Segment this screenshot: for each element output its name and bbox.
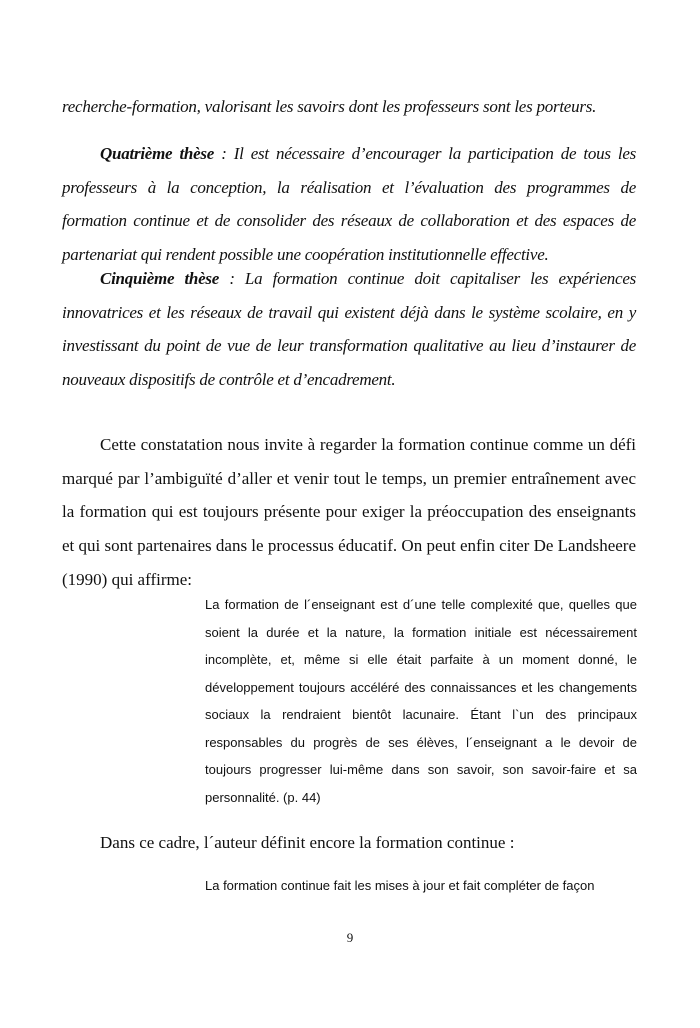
page-number: 9 bbox=[346, 930, 354, 945]
paragraph-constatation: Cette constatation nous invite à regarder la formation continue comme un défi marqué par l’ambiguïté d’aller et venir tout le temps, un premier entraînement avec la formation qui est toujours présente pour exiger la préoccupation des enseignants et qui sont partenaires dans le processus éducatif. On peut enfin citer De Landsheere (1990) qui affirme: bbox=[62, 435, 637, 589]
fourth-thesis-label: Quatrième thèse bbox=[100, 144, 215, 163]
block-quote-de-landsheere: La formation de l´enseignant est d´une telle complexité que, quelles que soient la durée et la nature, la formation initiale est nécessairement incomplète, et, même si elle était parfaite à un moment donné, le développement toujours accéléré des connaissances et les changements sociaux la rendraient bientôt lacunaire. Étant l`un des principaux responsables du progrès de ses élèves, l´enseignant a le devoir de toujours progresser lui-même dans son savoir, son savoir-faire et sa personnalité. (p. 44) bbox=[205, 597, 637, 805]
paragraph-recherche-formation: recherche-formation, valorisant les savoirs dont les professeurs sont les porteurs. bbox=[62, 97, 597, 116]
paragraph-fifth-thesis bbox=[62, 262, 636, 397]
paragraph-fourth-thesis bbox=[62, 137, 636, 272]
block-quote-formation-continue: La formation continue fait les mises à jour et fait compléter de façon bbox=[205, 878, 595, 893]
fifth-thesis-text: : La formation continue doit capitaliser les expériences innovatrices et les réseaux de travail qui existent déjà dans le système scolaire, en y investissant du point de vue de leur transformation qualitative au lieu d’instaurer de nouveaux dispositifs de contrôle et d’encadrement. bbox=[62, 269, 636, 390]
fourth-thesis-text: : Il est nécessaire d’encourager la participation de tous les professeurs à la conception, la réalisation et l’évaluation des programmes de formation continue et de consolider des réseaux de collaboration et des espaces de partenariat qui rendent possible une coopération institutionnelle effective. bbox=[62, 144, 636, 265]
paragraph-cadre: Dans ce cadre, l´auteur définit encore la formation continue : bbox=[100, 833, 515, 852]
fifth-thesis-label: Cinquième thèse bbox=[100, 269, 220, 288]
